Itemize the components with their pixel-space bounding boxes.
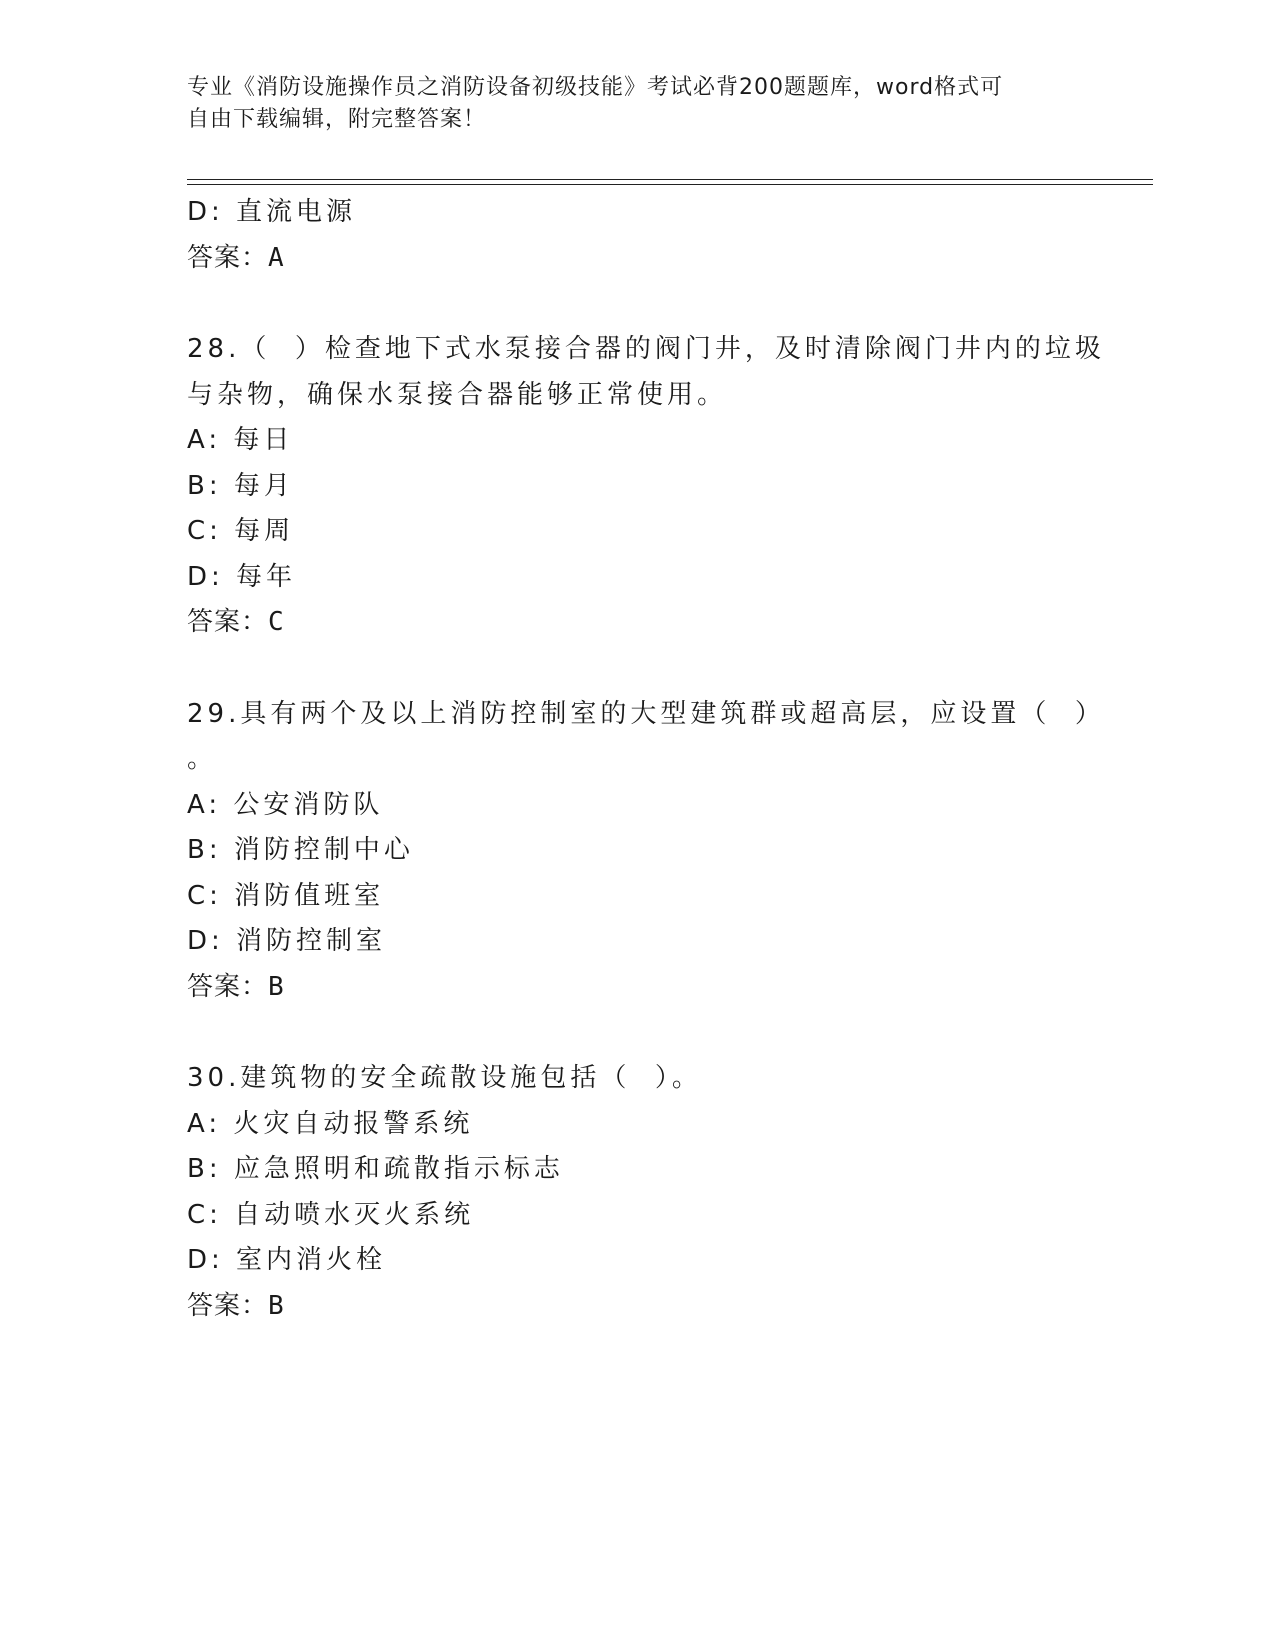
question-29	[187, 692, 1105, 1011]
question-stem-continued: 。	[187, 744, 218, 774]
option-d: D: 消防控制室	[187, 926, 387, 956]
option-d: D: 每年	[187, 561, 297, 592]
option-a: A: 公安消防队	[187, 789, 384, 820]
option-d: D: 直流电源	[187, 197, 357, 227]
option-a: A: 每日	[187, 425, 294, 455]
option-d: D: 室内消火栓	[187, 1245, 387, 1275]
question-30	[187, 1056, 1087, 1329]
option-b: B: 消防控制中心	[187, 835, 414, 865]
option-a: A: 火灾自动报警系统	[187, 1108, 474, 1139]
header-divider-top	[187, 179, 1153, 180]
option-c: C: 自动喷水灭火系统	[187, 1199, 475, 1230]
header-line-2: 自由下载编辑，附完整答案！	[187, 107, 487, 132]
option-b: B: 每月	[187, 470, 294, 501]
option-b: B: 应急照明和疏散指示标志	[187, 1154, 564, 1184]
answer-line: 答案：B	[187, 971, 285, 1002]
option-c: C: 消防值班室	[187, 880, 385, 911]
answer-line: 答案：C	[187, 607, 285, 637]
question-stem: 28.（ ）检查地下式水泵接合器的阀门井，及时清除阀门井内的垃圾	[187, 334, 1105, 364]
question-28	[187, 327, 1105, 646]
header-line-1: 专业《消防设施操作员之消防设备初级技能》考试必背200题题库，word格式可	[187, 75, 1004, 100]
answer-line: 答案：B	[187, 1290, 285, 1321]
answer-line: 答案：A	[187, 242, 285, 273]
document-header	[187, 72, 1067, 136]
question-27-tail	[187, 190, 1087, 281]
option-c: C: 每周	[187, 516, 295, 546]
question-stem-continued: 与杂物，确保水泵接合器能够正常使用。	[187, 379, 728, 410]
question-content	[187, 190, 1105, 1329]
question-stem: 29.具有两个及以上消防控制室的大型建筑群或超高层，应设置（ ）	[187, 698, 1105, 729]
header-divider-bottom	[187, 184, 1153, 185]
question-stem: 30.建筑物的安全疏散设施包括（ ）。	[187, 1063, 702, 1093]
